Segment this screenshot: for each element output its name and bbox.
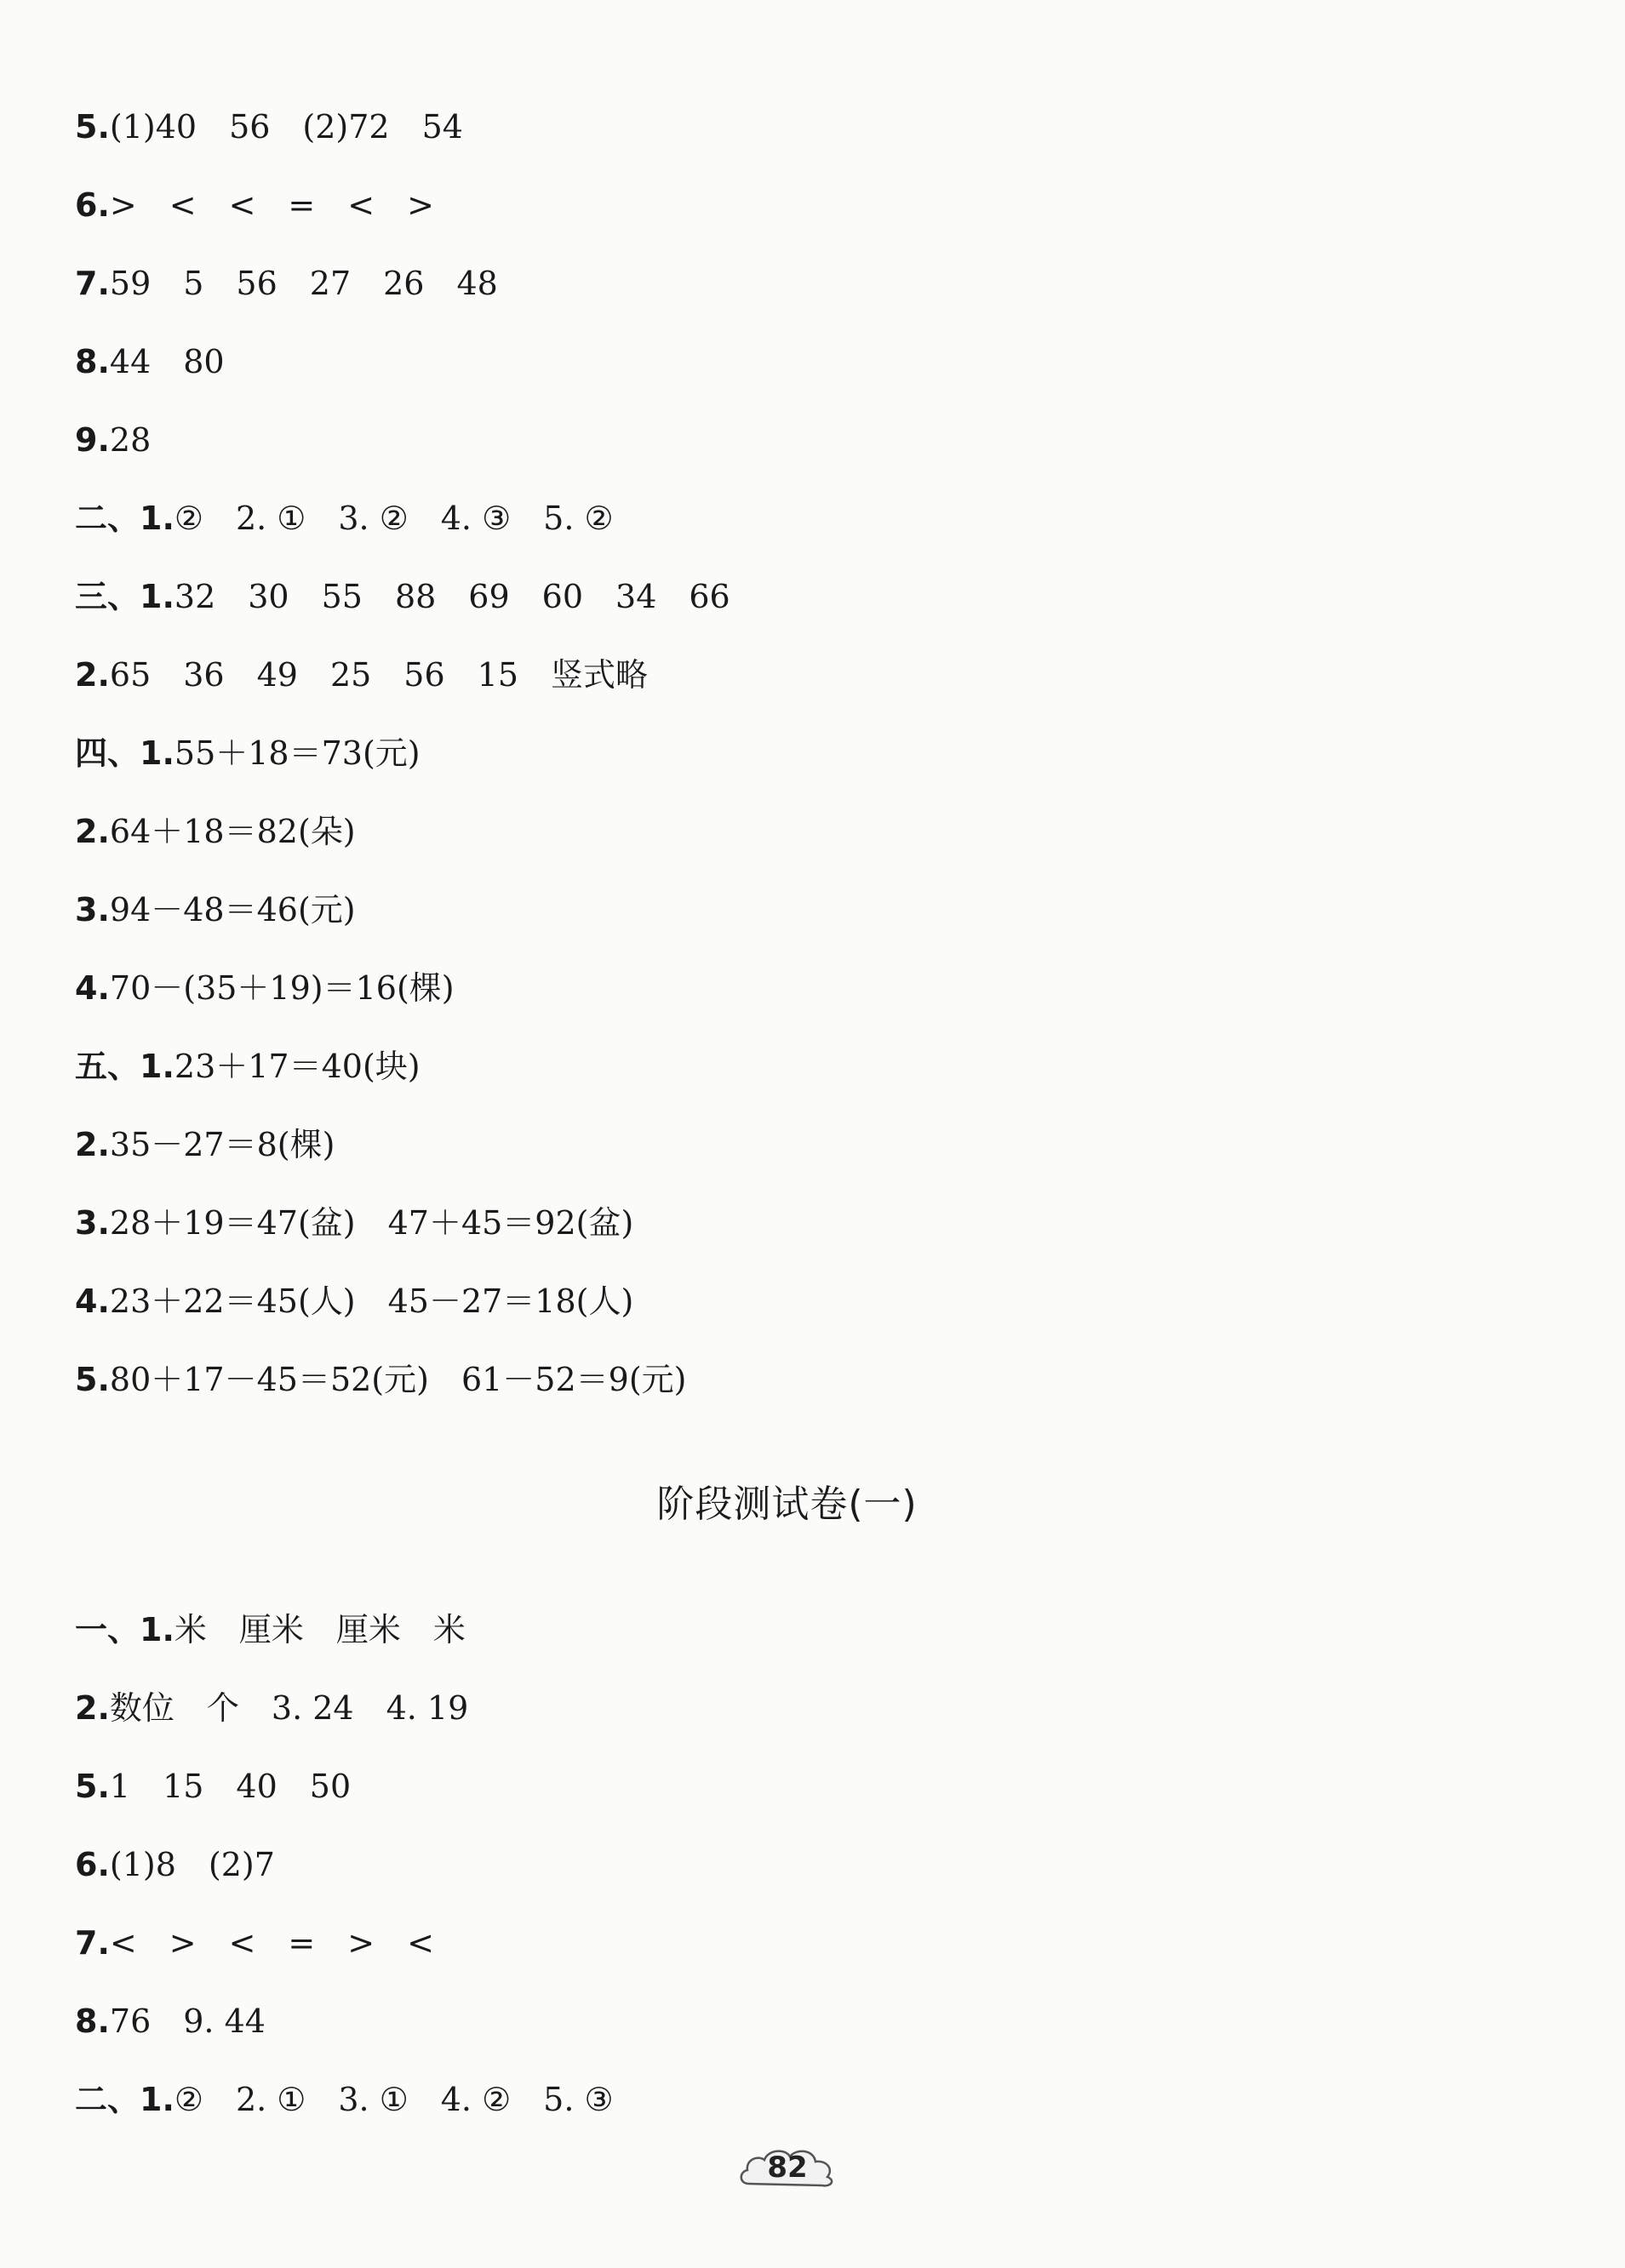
answer-text: 32 30 55 88 69 60 34 66 (174, 578, 730, 615)
answer-line (75, 1687, 468, 1729)
question-number: 6. (75, 1846, 110, 1883)
answer-text: 米 厘米 厘米 米 (174, 1611, 466, 1648)
answer-line (75, 810, 356, 853)
question-number: 二、1. (75, 500, 175, 537)
answer-text: 80＋17－45＝52(元) 61－52＝9(元) (109, 1361, 687, 1398)
answer-text: 55＋18＝73(元) (174, 734, 421, 772)
question-number: 5. (75, 1361, 110, 1398)
answer-text: 94－48＝46(元) (109, 891, 356, 928)
answer-line (75, 2078, 614, 2121)
answer-line (75, 575, 730, 618)
question-number: 9. (75, 421, 110, 459)
answer-text: 28＋19＝47(盆) 47＋45＝92(盆) (109, 1204, 634, 1242)
question-number: 5. (75, 108, 110, 146)
answer-text: 64＋18＝82(朵) (109, 813, 356, 850)
answer-line (75, 888, 356, 931)
answer-line (75, 1765, 351, 1808)
answer-text: 76 9. 44 (109, 2002, 266, 2040)
answer-line (75, 497, 614, 540)
answer-line (75, 1202, 633, 1244)
answer-line (75, 340, 225, 383)
question-number: 2. (75, 1689, 110, 1727)
question-number: 五、1. (75, 1048, 175, 1085)
answer-line (75, 1843, 275, 1886)
answer-line (75, 1123, 335, 1166)
question-number: 8. (75, 343, 110, 380)
answer-line (75, 1280, 633, 1323)
page-number-badge (737, 2143, 838, 2192)
answer-text: 35－27＝8(棵) (109, 1126, 335, 1163)
question-number: 4. (75, 1283, 110, 1320)
question-number: 2. (75, 656, 110, 694)
answer-text: 65 36 49 25 56 15 竖式略 (109, 656, 649, 694)
question-number: 5. (75, 1768, 110, 1805)
answer-line (75, 732, 421, 774)
answer-text: 数位 个 3. 24 4. 19 (109, 1689, 469, 1727)
answer-text: < > < = > < (109, 1924, 434, 1962)
answer-text: 59 5 56 27 26 48 (109, 265, 498, 302)
question-number: 3. (75, 891, 110, 928)
section-title: 阶段测试卷(一) (656, 1482, 918, 1526)
answer-line (75, 262, 498, 305)
answer-text: > < < = < > (109, 186, 434, 224)
answer-line (75, 106, 463, 148)
page-number: 82 (767, 2151, 808, 2185)
question-number: 8. (75, 2002, 110, 2040)
answer-text: (1)40 56 (2)72 54 (109, 108, 463, 146)
answer-line (75, 967, 455, 1009)
answer-line (75, 1045, 421, 1088)
answer-line (75, 1922, 434, 1964)
answer-text: ② 2. ① 3. ② 4. ③ 5. ② (174, 500, 614, 537)
answer-text: 23＋17＝40(块) (174, 1048, 421, 1085)
answer-line (75, 419, 151, 461)
answer-text: 28 (109, 421, 152, 459)
answer-text: ② 2. ① 3. ① 4. ② 5. ③ (174, 2081, 614, 2118)
question-number: 6. (75, 186, 110, 224)
answer-text: 44 80 (109, 343, 225, 380)
question-number: 二、1. (75, 2081, 175, 2118)
question-number: 2. (75, 813, 110, 850)
answer-text: 70－(35＋19)＝16(棵) (109, 969, 455, 1007)
answer-text: 23＋22＝45(人) 45－27＝18(人) (109, 1283, 634, 1320)
answer-text: (1)8 (2)7 (109, 1846, 275, 1883)
answer-text: 1 15 40 50 (109, 1768, 352, 1805)
answer-line (75, 2000, 266, 2042)
question-number: 四、1. (75, 734, 175, 772)
answer-line (75, 184, 434, 226)
question-number: 3. (75, 1204, 110, 1242)
answer-line (75, 1358, 687, 1401)
question-number: 7. (75, 1924, 110, 1962)
question-number: 三、1. (75, 578, 175, 615)
answer-line (75, 1608, 466, 1651)
question-number: 一、1. (75, 1611, 175, 1648)
answer-line (75, 654, 648, 696)
question-number: 4. (75, 969, 110, 1007)
question-number: 2. (75, 1126, 110, 1163)
question-number: 7. (75, 265, 110, 302)
